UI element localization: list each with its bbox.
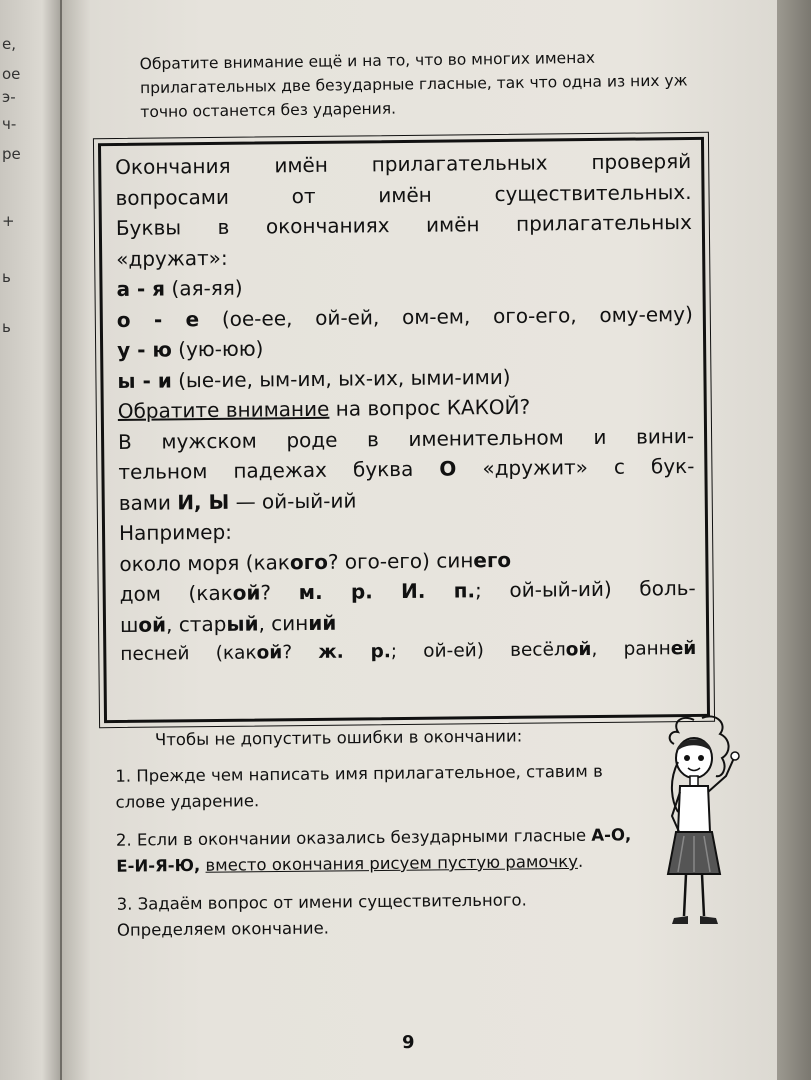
text: 2. Если в окончании оказались безударными гласные bbox=[115, 825, 587, 850]
left-fragment: ре bbox=[2, 145, 21, 163]
text: «дружит» с бук- bbox=[482, 453, 695, 481]
letter-pair: у - ю bbox=[117, 337, 172, 362]
left-fragment: ое bbox=[2, 65, 21, 83]
left-fragment: ь bbox=[2, 318, 11, 336]
rule-box bbox=[93, 132, 715, 728]
pair-examples: (ая-яя) bbox=[171, 275, 243, 301]
bold-ending: ой bbox=[256, 642, 283, 664]
tips-title: Чтобы не допустить ошибки в окончании: bbox=[154, 726, 523, 750]
tip-1: 1. Прежде чем написать имя прилагательное, ставим в слове ударение. bbox=[115, 761, 603, 812]
text: ? bbox=[282, 642, 293, 664]
rule-line: «дружат»: bbox=[116, 245, 228, 271]
text: , стар bbox=[165, 611, 227, 637]
text: ш bbox=[119, 612, 139, 637]
text: тельном падежах буква bbox=[118, 456, 414, 484]
bold-ending: ой bbox=[138, 612, 167, 637]
letter-pair: ы - и bbox=[117, 367, 172, 393]
example-label: Например: bbox=[118, 519, 233, 545]
bold-letters: И, Ы bbox=[177, 489, 230, 514]
pair-examples: (ые-ие, ым-им, ых-их, ыми-ими) bbox=[178, 364, 511, 392]
bold-letter: О bbox=[439, 456, 457, 481]
left-fragment: е, bbox=[2, 35, 16, 53]
left-fragment: + bbox=[2, 212, 15, 230]
letter-pair-row bbox=[117, 298, 693, 335]
bold-vowels: А-О, Е-И-Я-Ю, bbox=[116, 825, 632, 876]
bold-ending: ей bbox=[670, 637, 697, 660]
tips-section bbox=[115, 722, 637, 955]
example-line bbox=[120, 573, 696, 610]
left-fragment: э- bbox=[2, 88, 16, 106]
background-edge bbox=[777, 0, 811, 1080]
text: . bbox=[577, 851, 584, 871]
book-page bbox=[62, 0, 777, 1080]
bold-abbrev: ж. р. bbox=[318, 641, 391, 663]
text: — ой-ый-ий bbox=[235, 488, 357, 514]
text: ; ой-ый-ий) боль- bbox=[474, 575, 696, 603]
example-line bbox=[120, 634, 696, 671]
letter-pair: а - я bbox=[116, 276, 166, 302]
gender-line bbox=[118, 451, 694, 488]
bold-ending: ой bbox=[565, 639, 592, 661]
page-number: 9 bbox=[402, 1032, 415, 1053]
left-page-edge bbox=[0, 0, 60, 1080]
bold-abbrev: м. р. И. п. bbox=[298, 578, 476, 605]
rule-line: вопросами от имён существительных. bbox=[115, 179, 692, 210]
left-fragment: ч- bbox=[2, 115, 17, 133]
text: вами bbox=[118, 489, 172, 515]
bold-ending: ый bbox=[226, 611, 259, 636]
text: ? bbox=[260, 580, 272, 605]
intro-paragraph: Обратите внимание ещё и на то, что во многих именах прилагательных две безударные гласные, так что одна из них уж точно останется без ударения. bbox=[139, 48, 688, 122]
text: , син bbox=[258, 610, 309, 636]
text: ? ого-его) син bbox=[327, 547, 474, 574]
tip-2 bbox=[116, 822, 637, 879]
attention-rest: на вопрос КАКОЙ? bbox=[335, 394, 531, 421]
bold-ending: его bbox=[473, 547, 512, 572]
tip-3: 3. Задаём вопрос от имени существительного. Определяем окончание. bbox=[116, 890, 527, 940]
rule-line: Буквы в окончаниях имён прилагательных bbox=[115, 209, 692, 241]
bold-ending: ого bbox=[289, 549, 328, 574]
rule-line: Окончания имён прилагательных проверяй bbox=[115, 148, 692, 180]
text: , ранн bbox=[591, 638, 671, 661]
pair-examples: (ое-ее, ой-ей, ом-ем, ого-его, ому-ему) bbox=[221, 301, 693, 331]
rule-box-inner bbox=[98, 137, 710, 723]
pair-examples: (ую-юю) bbox=[178, 336, 264, 362]
text: ; ой-ей) весёл bbox=[390, 639, 566, 663]
bold-ending: ий bbox=[308, 610, 337, 635]
left-fragment: ь bbox=[2, 268, 11, 286]
attention-underlined: Обратите внимание bbox=[117, 396, 330, 423]
gender-line: В мужском роде в именительном и вини- bbox=[117, 423, 695, 454]
text: около моря (как bbox=[119, 549, 291, 576]
letter-pair: о - е bbox=[116, 306, 200, 332]
text: дом (как bbox=[119, 580, 233, 606]
bold-ending: ой bbox=[232, 580, 261, 605]
girl-illustration bbox=[642, 712, 752, 932]
text: песней (как bbox=[120, 642, 257, 665]
underlined-instruction: вместо окончания рисуем пустую рамочку bbox=[205, 851, 579, 875]
